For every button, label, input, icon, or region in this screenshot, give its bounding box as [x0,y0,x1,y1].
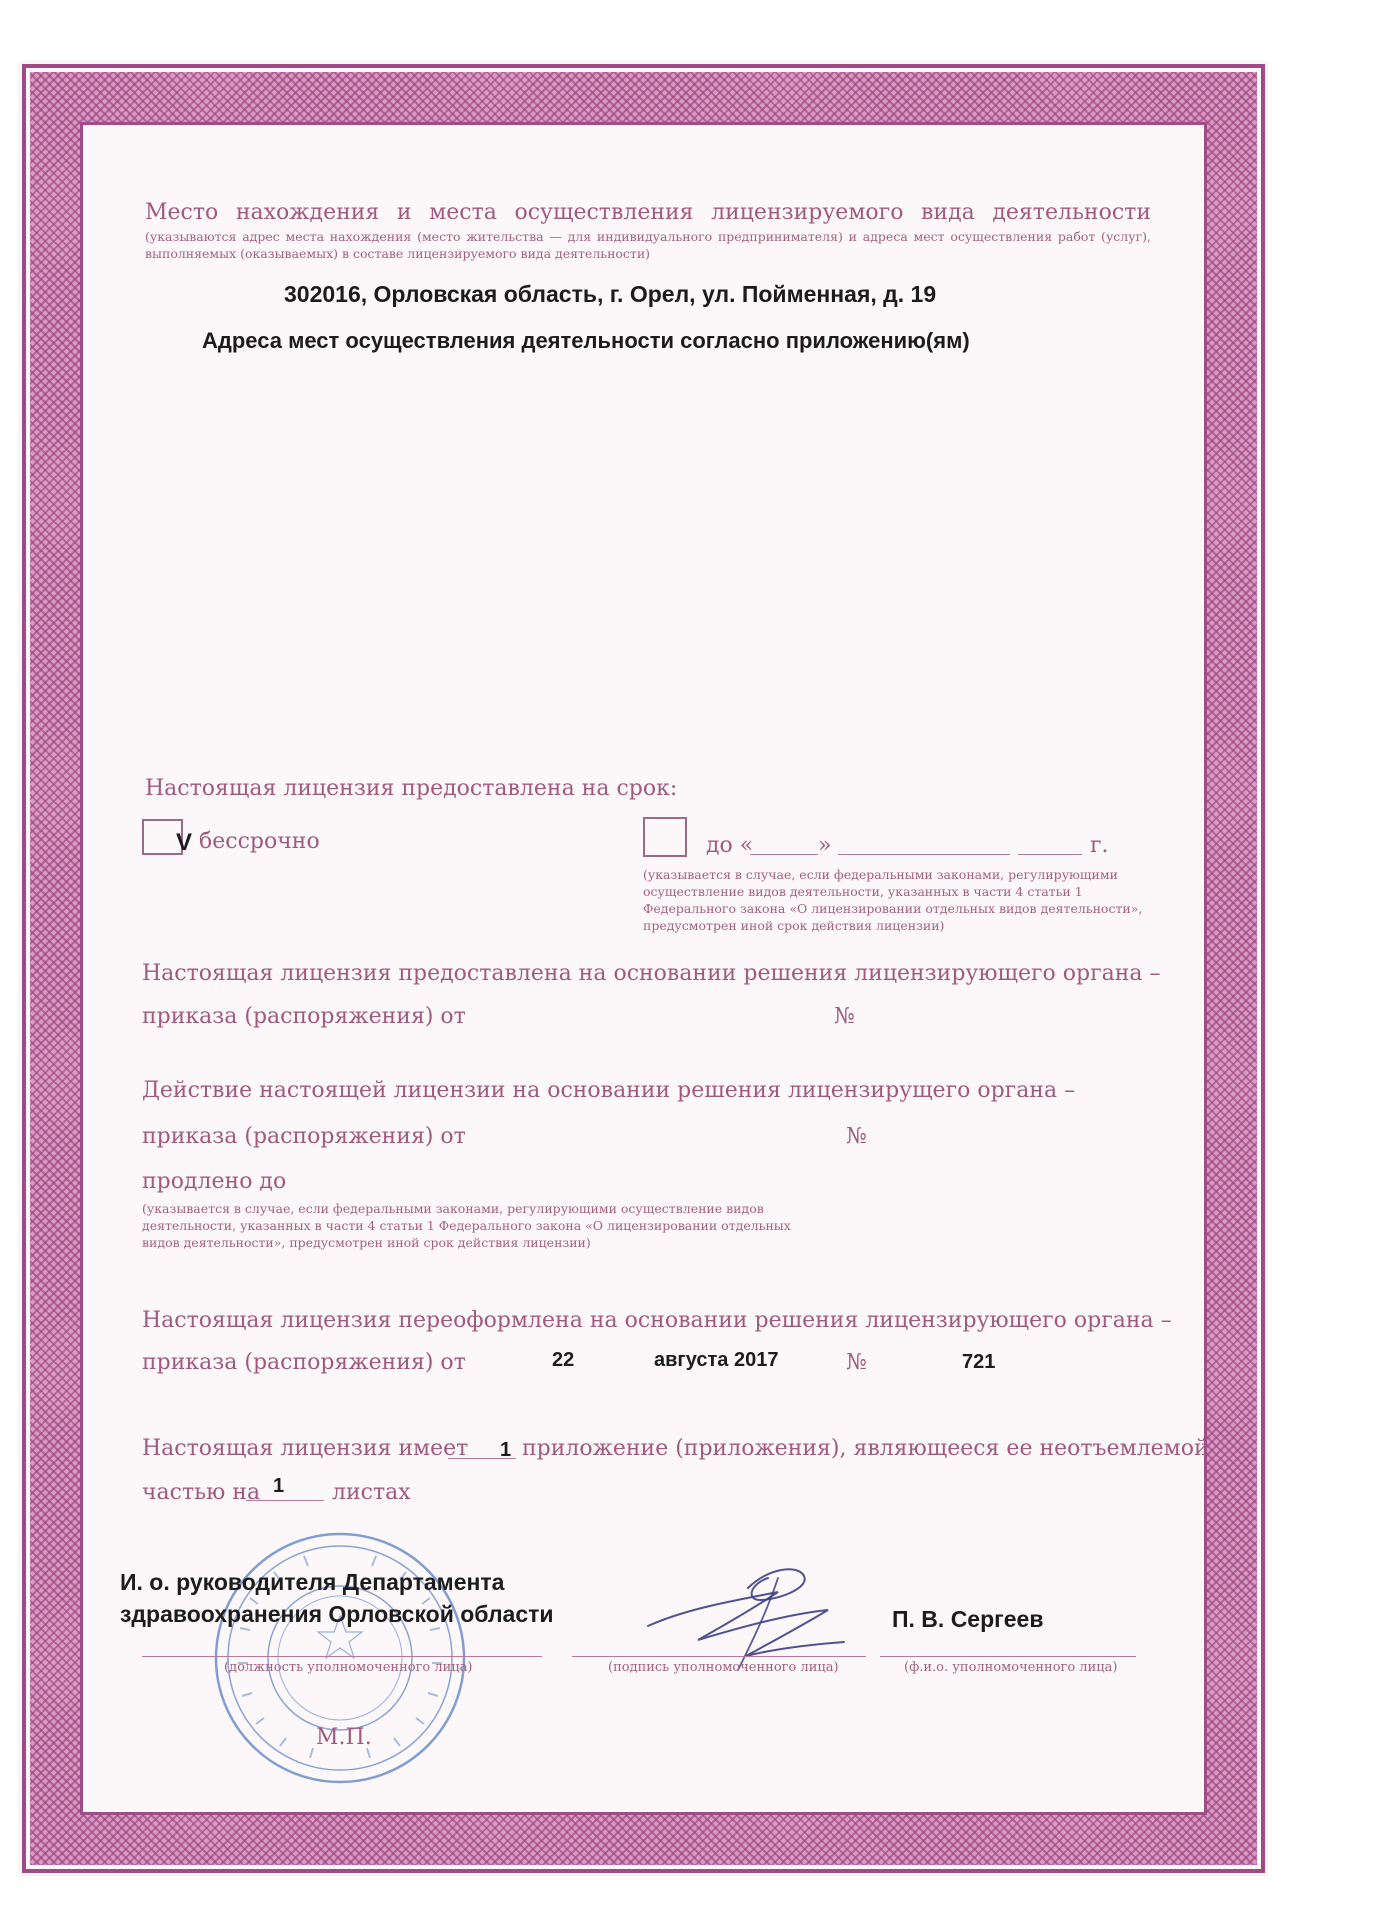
addresses-appendix-text: Адреса мест осуществления деятельности согласно приложению(ям) [202,328,970,353]
sheets-count: 1 [273,1475,285,1497]
address-text: 302016, Орловская область, г. Орел, ул. Пойменная, д. 19 [284,281,937,307]
signatory-position-line1: И. о. руководителя Департамента [120,1569,505,1595]
until-note: (указывается в случае, если федеральными законами, регулирующими осуществление видов деятельности, указанных в части 4 статьи 1 Федерального закона «О лицензировании отдельных видов деятельности», предусмотрен иной срок действия лицензии) [643,867,1143,933]
caption-name: (ф.и.о. уполномоченного лица) [904,1660,1118,1675]
extension-number-sign: № [846,1124,867,1149]
extension-note: (указывается в случае, если федеральными законами, регулирующими осуществление видов деятельности, указанных в части 4 статьи 1 Федерального закона «О лицензировании отдельных видов деятельности», предусмотрен иной срок действия лицензии) [142,1201,791,1250]
sheets-count-line [246,1500,324,1501]
position-line [142,1656,542,1657]
extension-line1: Действие настоящей лицензии на основании решения лицензирущего органа – [142,1078,1076,1103]
year-suffix: г. [1090,833,1109,858]
reissue-line2: приказа (распоряжения) от [142,1350,466,1375]
signature-line [572,1656,866,1657]
name-line [880,1656,1136,1657]
signatory-position-line2: здравоохранения Орловской области [120,1601,554,1627]
appendix-count: 1 [500,1439,512,1461]
appendix-prefix: Настоящая лицензия имеет [142,1436,469,1461]
until-quote-close: » [818,833,832,858]
extension-line2: приказа (распоряжения) от [142,1124,466,1149]
until-month-line [838,854,1010,855]
location-heading-row [145,200,1151,225]
until-year-line [1018,854,1082,855]
caption-position: (должность уполномоченного лица) [224,1660,473,1675]
reissue-number: 721 [962,1351,996,1373]
sheets-prefix: частью на [142,1480,261,1505]
basis-number-sign: № [834,1004,855,1029]
indefinite-label: бессрочно [199,829,320,854]
reissue-month-year: августа 2017 [654,1349,779,1371]
indefinite-checkmark: V [176,829,193,856]
reissue-line1: Настоящая лицензия переоформлена на основании решения лицензирующего органа – [142,1308,1172,1333]
location-note: (указываются адрес места нахождения (место жительства — для индивидуального предпринимателя) и адреса мест осуществления работ (услуг), выполняемых (оказываемых) в составе лицензируемого вида деятельности) [145,229,1151,261]
extended-until-label: продлено до [142,1169,287,1194]
term-label: Настоящая лицензия предоставлена на срок: [145,776,678,801]
basis-line2: приказа (распоряжения) от [142,1004,466,1029]
location-heading: Место нахождения и места осуществления лицензируемого вида деятельности [145,200,1151,225]
until-checkbox[interactable] [643,817,687,857]
signatory-name: П. В. Сергеев [892,1606,1044,1632]
until-prefix: до « [706,833,754,858]
sheets-suffix: листах [332,1480,411,1505]
handwritten-signature [628,1548,858,1678]
until-day-line [750,854,818,855]
seal-label: М.П. [316,1725,372,1750]
basis-line1: Настоящая лицензия предоставлена на основании решения лицензирующего органа – [142,961,1161,986]
reissue-day: 22 [552,1349,575,1371]
appendix-suffix: приложение (приложения), являющееся ее неотъемлемой [522,1436,1209,1461]
reissue-number-sign: № [846,1350,867,1375]
caption-signature: (подпись уполномоченного лица) [608,1660,839,1675]
